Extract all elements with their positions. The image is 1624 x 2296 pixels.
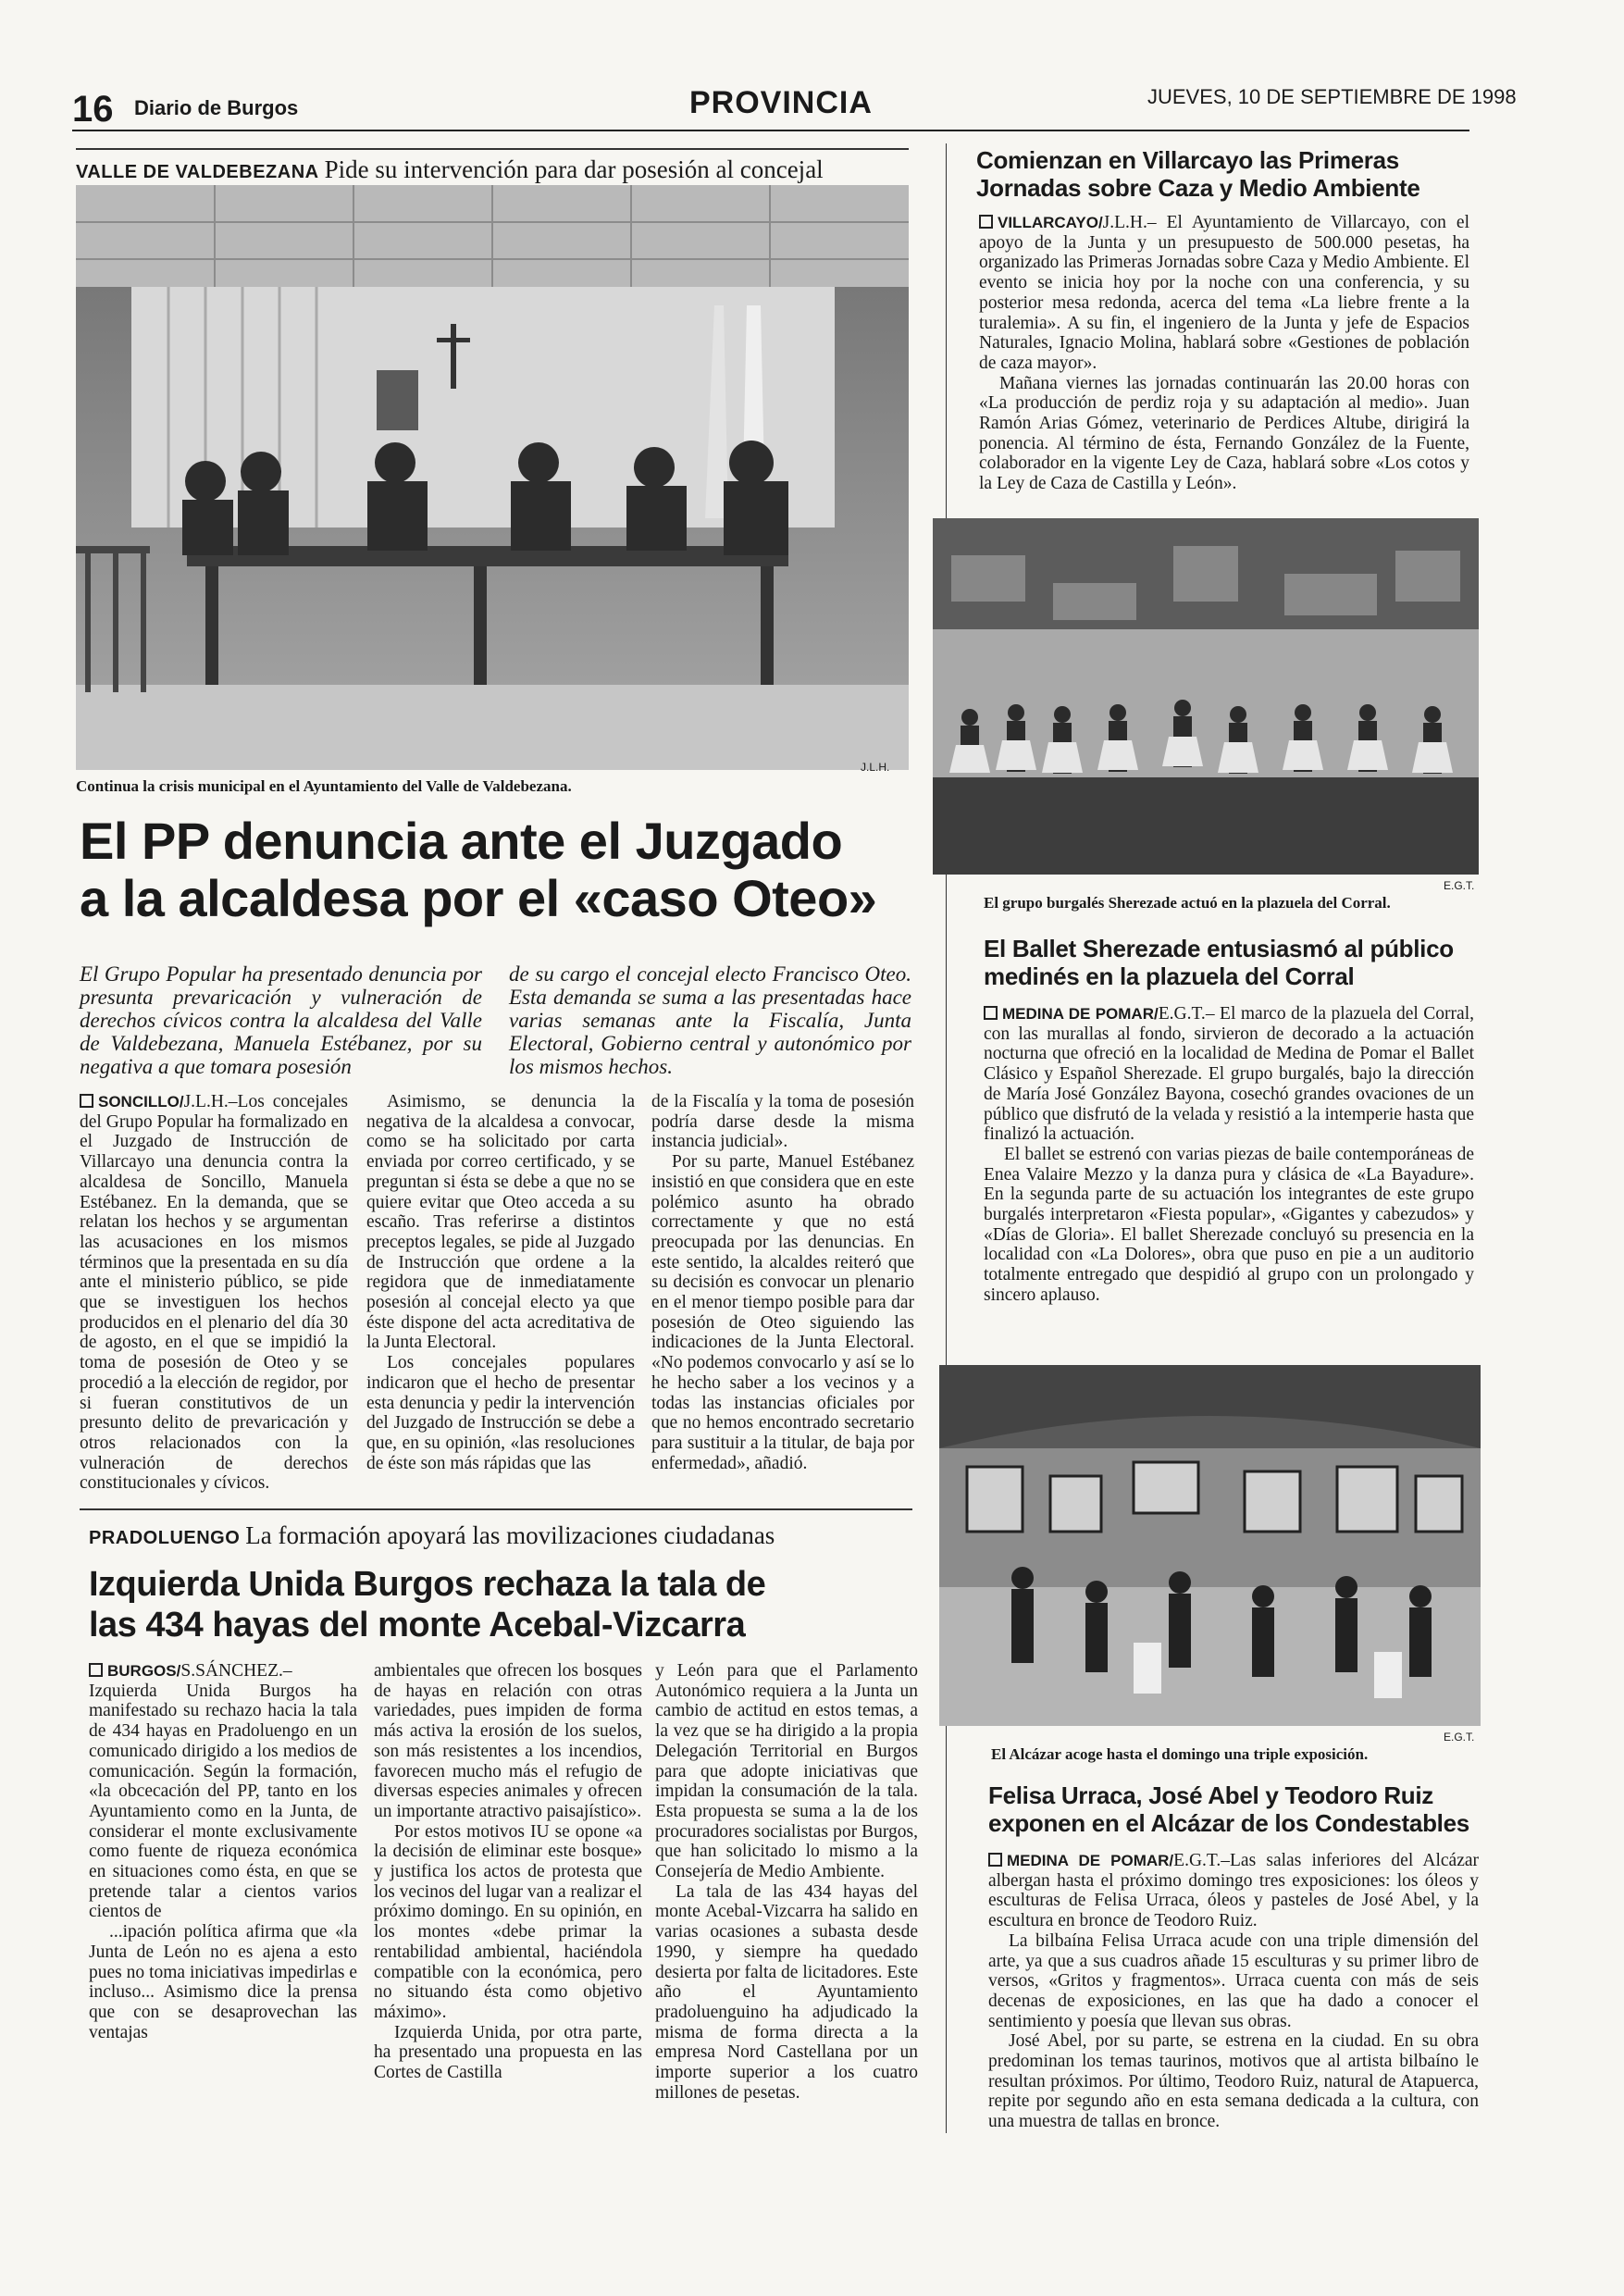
dateline: SONCILLO/ xyxy=(98,1093,184,1111)
paragraph: El ballet se estrenó con varias piezas de baile contemporáneas de Enea Valaire Mezzo y la danza pura y clásica de «La Bayadure». En la segunda parte de su actuación los integrantes de este grupo burgalés interpretaron «Fiesta popular», «Gigantes y cabezudos» y «Días de Gloria». El ballet Sherezade concluyó su presencia en la localidad con «La Dolores», obra que puso en pie a un auditorio totalmente entregado que despidió al grupo con un prolongado y sincero aplauso. xyxy=(984,1144,1474,1305)
article-col-3 xyxy=(651,1092,914,1473)
headline-line-2: las 434 hayas del monte Acebal-Vizcarra xyxy=(89,1606,746,1644)
headline xyxy=(89,1564,912,1645)
headline-line-1: El PP denuncia ante el Juzgado xyxy=(80,812,843,870)
page-number: 16 xyxy=(72,89,114,130)
paragraph: Asimismo, se denuncia la negativa de la alcaldesa a convocar, como se ha solicitado por carta enviada por correo certificado, y se preguntan si ésta se debe a que no se quiere evitar que Oteo acceda a su escaño. Tras referirse a distintos preceptos legales, se pide al Juzgado de Instrucción que ordene a la regidora que de inmediatamente posesión al concejal electo ya que éste dispone del acta acreditativa de la Junta Electoral. xyxy=(366,1092,635,1353)
article-body xyxy=(979,213,1469,494)
paragraph: ...ipación política afirma que «la Junta de León no es ajena a esto pues no toma iniciativas impedirlas e incluso... Asimismo dice la prensa que con se desaprovechan las ventajas xyxy=(89,1922,357,2042)
header-rule xyxy=(72,130,1469,131)
kicker-valdebezana xyxy=(76,155,824,184)
kicker-tag: VALLE DE VALDEBEZANA xyxy=(76,162,319,182)
headline-line-1: Comienzan en Villarcayo las Primeras xyxy=(976,146,1399,174)
column-divider xyxy=(946,143,947,2133)
paragraph: Los concejales populares indicaron que el hecho de presentar esta denuncia y pedir la intervención del Juzgado de Instrucción se debe a que, en su opinión, «las resoluciones de éste son más rápidas que las xyxy=(366,1353,635,1473)
paragraph: Por estos motivos IU se opone «a la decisión de eliminar este bosque» y justifica los actos de protesta que los vecinos del lugar van a realizar el próximo domingo. En su opinión, en los montes «debe primar la rentabilidad ambiental, haciéndola compatible con la económica, pero no situando ésta como objetivo máximo». xyxy=(374,1821,642,2022)
exhibition-photo xyxy=(939,1365,1481,1726)
paragraph: – El Ayuntamiento de Villarcayo, con el apoyo de la Junta y un presupuesto de 500.000 pesetas, ha organizado las Primeras Jornadas sobre Caza y Medio Ambiente. El evento se inicia hoy por la noche con una conferencia, y su posterior mesa redonda, acerca del tema «La liebre frente a la turalemia». A su fin, el ingeniero de la Junta y jefe de Espacios Naturales, Ignacio Molina, hablará sobre «Gestiones de población de caza mayor». xyxy=(979,213,1469,373)
paragraph: Mañana viernes las jornadas continuarán las 20.00 horas con «La producción de perdiz roja y su adaptación al medio». Juan Ramón Arias Gómez, veterinario de Perdices Altube, dirigirá la ponencia. Al término de ésta, Fernando González de la Fuente, colaborador en la vigente Ley de Caza, hablará sobre «Los cotos y la Ley de Caza de Castilla y León». xyxy=(979,373,1469,494)
paragraph: y León para que el Parlamento Autonómico requiera a la Junta un cambio de actitud en estos temas, a la vez que se ha dirigido a la propia Delegación Territorial en Burgos para que adopte iniciativas que impidan la consumación de la tala. Esta propuesta se suma a la de los procuradores socialistas por Burgos, que han solicitado lo mismo a la Consejería de Medio Ambiente. xyxy=(655,1661,918,1882)
headline xyxy=(976,146,1476,202)
byline: E.G.T. xyxy=(1158,1004,1206,1024)
photo-credit: E.G.T. xyxy=(1444,879,1475,892)
photo-caption: El Alcázar acoge hasta el domingo una triple exposición. xyxy=(991,1745,1369,1763)
article-col-1 xyxy=(80,1092,348,1494)
paragraph: José Abel, por su parte, se estrena en la ciudad. En su obra predominan los temas taurinos, motivos que al artista bilbaíno le resultan próximos. Por último, Teodoro Ruiz, natural de Atapuerca, repite por segundo año en esta semana dedicada a la cultura, con una muestra de tallas en bronce. xyxy=(988,2031,1479,2132)
headline-line-1: Felisa Urraca, José Abel y Teodoro Ruiz xyxy=(988,1781,1434,1809)
council-meeting-photo xyxy=(76,185,909,770)
paragraph: –Izquierda Unida Burgos ha manifestado su rechazo hacia la tala de 434 hayas en Pradoluengo en un comunicado dirigido a los medios de comunicación. Según la formación, «la obcecación del PP, tanto en los Ayuntamiento como en la Junta, de considerar el monte exclusivamente como fuente de riqueza económica en situaciones como ésta, en que se pretende talar a cientos varios cientos de xyxy=(89,1661,357,1922)
paragraph: La tala de las 434 hayas del monte Acebal-Vizcarra ha salido en varias ocasiones a subasta desde 1990, y siempre ha quedado desierta por falta de licitadores. Este año el Ayuntamiento pradoluenguino ha adjudicado la misma de forma directa a la empresa Nord Castellana por un importe superior a los cuatro millones de pesetas. xyxy=(655,1881,918,2103)
paragraph: ambientales que ofrecen los bosques de hayas en relación con otras variedades, pues impiden de forma más activa la erosión de los suelos, son más resistentes a los incendios, favorecen mucho más el refugio de diversas especies animales y ofrecen un importante atractivo paisajístico». xyxy=(374,1661,642,1821)
bullet-box-icon xyxy=(89,1663,103,1677)
article-body xyxy=(984,1004,1474,1306)
headline xyxy=(988,1781,1488,1837)
photo-credit: E.G.T. xyxy=(1444,1731,1475,1744)
paragraph: –Los concejales del Grupo Popular ha formalizado en el Juzgado de Instrucción de Villarcayo una denuncia contra la alcaldesa de Soncillo, Manuela Estébanez. En la demanda, que se relatan los hechos y se argumentan las acusaciones en los mismos términos que la presentada en su día ante el ministerio público, se pide que se investiguen los hechos producidos en el plenario del día 30 de agosto, en el que se impidió la toma de posesión de Oteo y se procedió a la elección de regidor, por si fueran constitutivos de un presunto delito de prevaricación y otros relacionados con la vulneración de derechos constitucionales y cívicos. xyxy=(80,1092,348,1494)
exhibition-image xyxy=(939,1365,1481,1726)
dateline: BURGOS/ xyxy=(107,1662,181,1680)
dateline: MEDINA DE POMAR/ xyxy=(1002,1005,1159,1023)
divider xyxy=(80,1508,912,1510)
ballet-photo xyxy=(933,518,1479,875)
photo-caption: Continua la crisis municipal en el Ayuntamiento del Valle de Valdebezana. xyxy=(76,777,572,795)
photo-credit: J.L.H. xyxy=(861,761,890,774)
headline-line-2: a la alcaldesa por el «caso Oteo» xyxy=(80,869,877,927)
lead-col-2: de su cargo el concejal electo Francisco Oteo. Esta demanda se suma a las presentadas hace varias semanas ante la Fiscalía, Junta Electoral, Gobierno central y autonómico por los mismos hechos. xyxy=(509,962,911,1078)
headline xyxy=(984,935,1483,990)
headline-line-2: Jornadas sobre Caza y Medio Ambiente xyxy=(976,174,1420,202)
kicker-text: La formación apoyará las movilizaciones ciudadanas xyxy=(245,1521,775,1549)
article-col-2 xyxy=(366,1092,635,1473)
photo-caption: El grupo burgalés Sherezade actuó en la plazuela del Corral. xyxy=(984,894,1391,912)
byline: E.G.T. xyxy=(1173,1851,1221,1870)
newspaper-name: Diario de Burgos xyxy=(134,96,299,119)
section-title: PROVINCIA xyxy=(689,85,873,120)
dateline: MEDINA DE POMAR/ xyxy=(1007,1852,1174,1869)
kicker-pradoluengo xyxy=(89,1521,775,1550)
divider xyxy=(76,148,909,150)
byline: S.SÁNCHEZ. xyxy=(180,1661,283,1681)
ballet-image xyxy=(933,518,1479,875)
bullet-box-icon xyxy=(984,1006,998,1020)
issue-date: JUEVES, 10 DE SEPTIEMBRE DE 1998 xyxy=(1147,85,1517,108)
paragraph: de la Fiscalía y la toma de posesión podría darse desde la misma instancia judicial». xyxy=(651,1092,914,1152)
headline-line-1: El Ballet Sherezade entusiasmó al público xyxy=(984,935,1454,962)
paragraph: La bilbaína Felisa Urraca acude con una triple dimensión del arte, ya que a sus cuadros añade 15 esculturas y su primer libro de versos, «Gritos y fragmentos». Urraca cuenta con más de seis decenas de exposiciones, en las que ha dado a conocer el sentimiento y poesía que llevan sus obras. xyxy=(988,1930,1479,2031)
kicker-text: Pide su intervención para dar posesión al concejal xyxy=(324,155,824,183)
article-col-1 xyxy=(89,1661,357,2042)
bullet-box-icon xyxy=(80,1094,93,1108)
article-body xyxy=(988,1851,1479,2132)
byline: J.L.H. xyxy=(1102,213,1147,232)
paragraph: Izquierda Unida, por otra parte, ha presentado una propuesta en las Cortes de Castilla xyxy=(374,2022,642,2083)
bullet-box-icon xyxy=(979,215,993,229)
paragraph: –Las salas inferiores del Alcázar albergan hasta el próximo domingo tres exposiciones: los óleos y esculturas de Felisa Urraca, óleos y pasteles de José Abel, y la escultura en bronce de Teodoro Ruiz. xyxy=(988,1851,1479,1931)
headline-line-1: Izquierda Unida Burgos rechaza la tala de xyxy=(89,1565,766,1604)
headline xyxy=(80,813,912,927)
council-meeting-image xyxy=(76,185,909,770)
headline-line-2: medinés en la plazuela del Corral xyxy=(984,962,1355,990)
lead-col-1: El Grupo Popular ha presentado denuncia por presunta prevaricación y vulneración de derechos cívicos contra la alcaldesa del Valle de Valdebezana, Manuela Estébanez, por su negativa a que tomara posesión xyxy=(80,962,482,1078)
dateline: VILLARCAYO/ xyxy=(998,214,1103,231)
headline-line-2: exponen en el Alcázar de los Condestables xyxy=(988,1809,1469,1837)
kicker-tag: PRADOLUENGO xyxy=(89,1528,241,1548)
paragraph: – El marco de la plazuela del Corral, con las murallas al fondo, sirvieron de decorado a la actuación nocturna que ofreció en la localidad de Medina de Pomar el Ballet Clásico y Español Sherezade. El grupo burgalés, bajo la dirección de María José González Bayona, cosechó grandes ovaciones de un público que disfrutó de la velada y resistió a la intemperie hasta que finalizó la actuación. xyxy=(984,1004,1474,1145)
bullet-box-icon xyxy=(988,1853,1002,1867)
article-col-3 xyxy=(655,1661,918,2103)
article-col-2 xyxy=(374,1661,642,2083)
paragraph: Por su parte, Manuel Estébanez insistió en que considera que en este polémico asunto ha obrado correctamente y que no está preocupada por las denuncias. En este sentido, la alcaldes reiteró que su decisión es convocar un plenario en el menor tiempo posible para dar posesión de Oteo siguiendo las indicaciones de la Junta Electoral. «No podemos convocarlo y así se lo he hecho saber a los vecinos y a todas las instancias oficiales por que no hemos encontrado secretario para sustituir a la titular, de baja por enfermedad», añadió. xyxy=(651,1152,914,1473)
byline: J.L.H. xyxy=(183,1092,229,1111)
